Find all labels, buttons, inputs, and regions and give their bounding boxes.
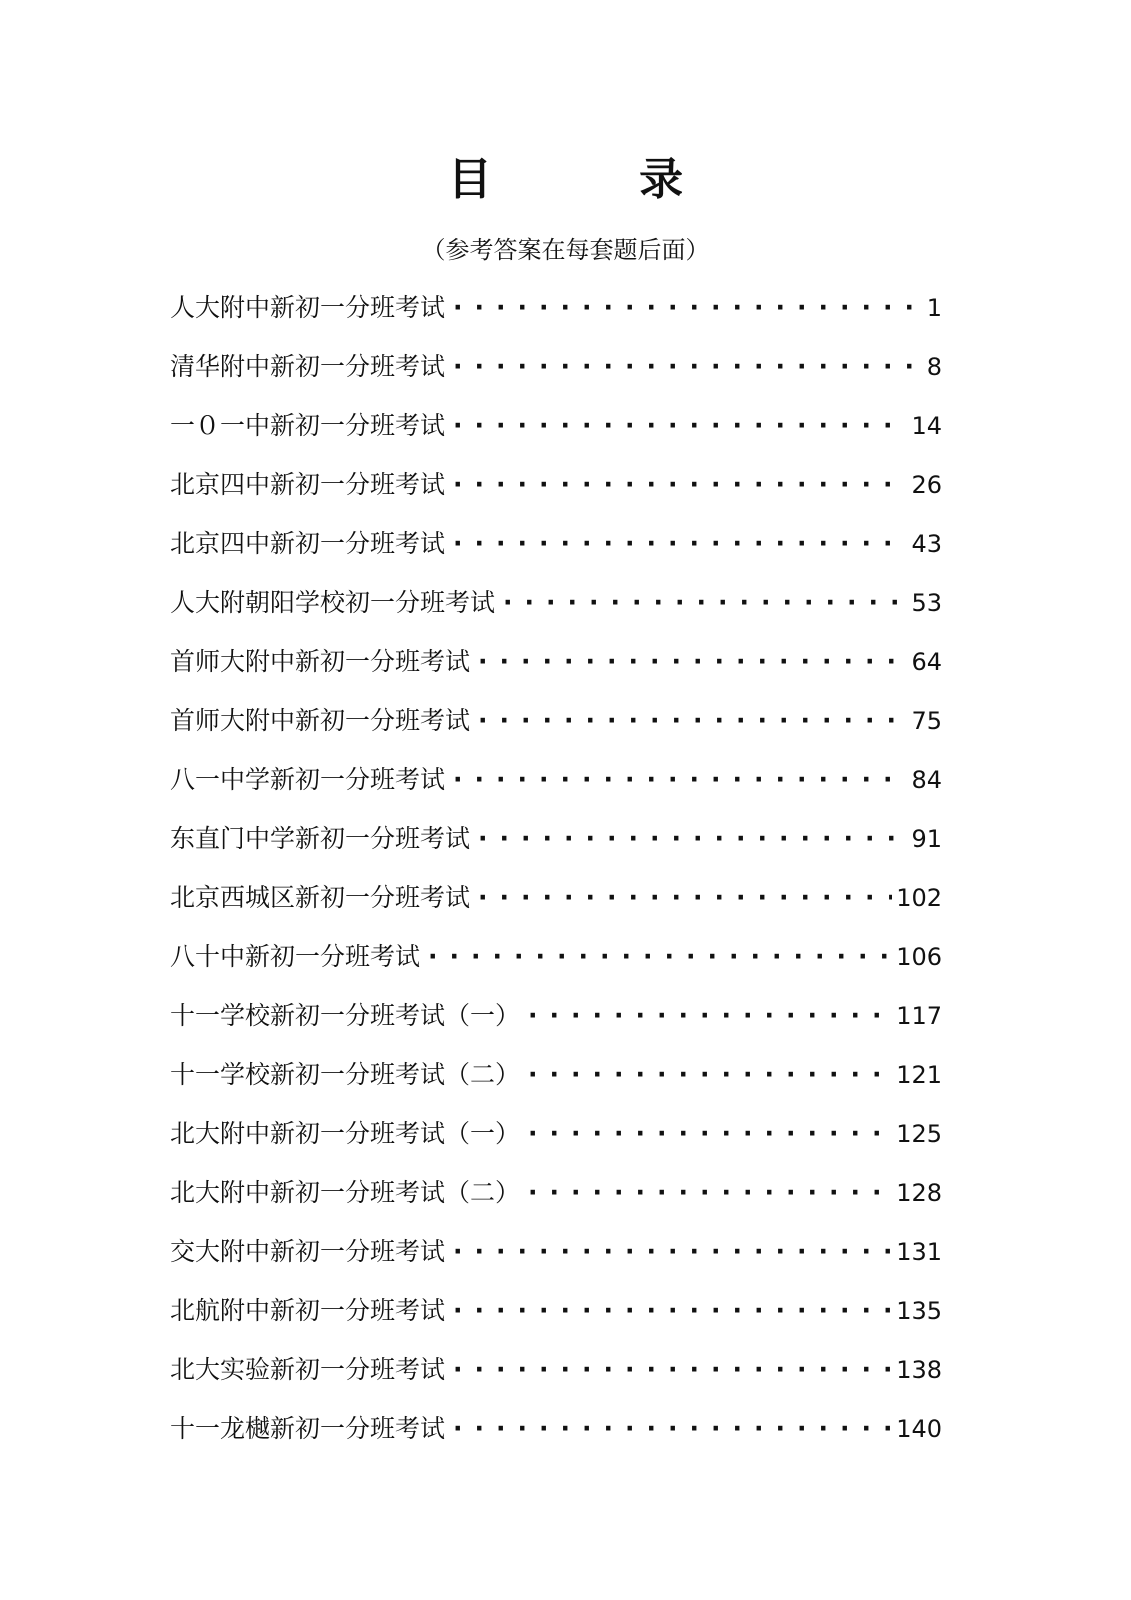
dot-leader — [528, 1114, 892, 1154]
toc-entry-page: 26 — [911, 471, 942, 499]
toc-entry-label: 人大附朝阳学校初一分班考试 — [170, 588, 496, 617]
dot-leader — [478, 819, 907, 859]
toc-entry-page: 125 — [896, 1120, 942, 1148]
toc-entry[interactable] — [170, 1350, 942, 1409]
toc-entry-label: 北大实验新初一分班考试 — [170, 1355, 446, 1384]
toc-entry-label: 交大附中新初一分班考试 — [170, 1237, 446, 1266]
dot-leader — [453, 1350, 892, 1390]
toc-entry-page: 84 — [911, 766, 942, 794]
dot-leader — [453, 1232, 892, 1272]
toc-entry-page: 140 — [896, 1415, 942, 1443]
toc-entry-page: 14 — [911, 412, 942, 440]
dot-leader — [503, 583, 907, 623]
toc-entry[interactable] — [170, 1409, 942, 1468]
dot-leader — [528, 996, 892, 1036]
toc-entry-label: 八一中学新初一分班考试 — [170, 765, 446, 794]
toc-entry-page: 102 — [896, 884, 942, 912]
toc-entry-label: 首师大附中新初一分班考试 — [170, 706, 471, 735]
toc-entry-page: 91 — [911, 825, 942, 853]
toc-entry-page: 117 — [896, 1002, 942, 1030]
toc-entry-page: 75 — [911, 707, 942, 735]
toc-entry[interactable] — [170, 1055, 942, 1114]
toc-entry-label: 北京西城区新初一分班考试 — [170, 883, 471, 912]
toc-entry[interactable] — [170, 288, 942, 347]
toc-entry[interactable] — [170, 465, 942, 524]
toc-entry[interactable] — [170, 937, 942, 996]
dot-leader — [453, 465, 907, 505]
toc-entry-label: 一０一中新初一分班考试 — [170, 411, 446, 440]
toc-entry-label: 北航附中新初一分班考试 — [170, 1296, 446, 1325]
toc-entry-label: 首师大附中新初一分班考试 — [170, 647, 471, 676]
toc-entry[interactable] — [170, 760, 942, 819]
toc-entry-page: 121 — [896, 1061, 942, 1089]
dot-leader — [453, 1409, 892, 1449]
dot-leader — [528, 1173, 892, 1213]
toc-entry-label: 十一学校新初一分班考试（二） — [170, 1060, 521, 1089]
dot-leader — [428, 937, 892, 977]
dot-leader — [478, 642, 907, 682]
toc-entry[interactable] — [170, 524, 942, 583]
toc-entry-page: 64 — [911, 648, 942, 676]
dot-leader — [453, 760, 907, 800]
toc-entry-label: 北大附中新初一分班考试（一） — [170, 1119, 521, 1148]
dot-leader — [528, 1055, 892, 1095]
toc-entry-page: 106 — [896, 943, 942, 971]
dot-leader — [453, 524, 907, 564]
toc-entry-page: 138 — [896, 1356, 942, 1384]
toc-entry-label: 清华附中新初一分班考试 — [170, 352, 446, 381]
toc-entry-label: 八十中新初一分班考试 — [170, 942, 421, 971]
page-subtitle: （参考答案在每套题后面） — [421, 236, 710, 264]
dot-leader — [453, 406, 907, 446]
table-of-contents — [170, 288, 942, 1468]
toc-entry-page: 43 — [911, 530, 942, 558]
toc-entry-label: 东直门中学新初一分班考试 — [170, 824, 471, 853]
toc-entry-page: 53 — [911, 589, 942, 617]
dot-leader — [453, 347, 923, 387]
toc-entry-label: 十一龙樾新初一分班考试 — [170, 1414, 446, 1443]
toc-entry[interactable] — [170, 701, 942, 760]
toc-entry[interactable] — [170, 996, 942, 1055]
toc-entry[interactable] — [170, 1232, 942, 1291]
toc-entry[interactable] — [170, 819, 942, 878]
toc-entry[interactable] — [170, 1291, 942, 1350]
toc-entry-label: 人大附中新初一分班考试 — [170, 293, 446, 322]
toc-entry-label: 十一学校新初一分班考试（一） — [170, 1001, 521, 1030]
dot-leader — [478, 701, 907, 741]
toc-entry[interactable] — [170, 583, 942, 642]
dot-leader — [453, 288, 923, 328]
toc-entry-page: 135 — [896, 1297, 942, 1325]
toc-entry[interactable] — [170, 406, 942, 465]
toc-entry-label: 北京四中新初一分班考试 — [170, 470, 446, 499]
dot-leader — [453, 1291, 892, 1331]
toc-entry[interactable] — [170, 347, 942, 406]
toc-entry-page: 1 — [926, 294, 942, 322]
toc-entry[interactable] — [170, 642, 942, 701]
dot-leader — [478, 878, 892, 918]
toc-entry-label: 北京四中新初一分班考试 — [170, 529, 446, 558]
toc-entry-label: 北大附中新初一分班考试（二） — [170, 1178, 521, 1207]
toc-entry-page: 131 — [896, 1238, 942, 1266]
toc-entry[interactable] — [170, 878, 942, 937]
toc-entry[interactable] — [170, 1114, 942, 1173]
toc-entry-page: 8 — [926, 353, 942, 381]
toc-entry-page: 128 — [896, 1179, 942, 1207]
toc-entry[interactable] — [170, 1173, 942, 1232]
page-title: 目 录 — [447, 154, 750, 205]
